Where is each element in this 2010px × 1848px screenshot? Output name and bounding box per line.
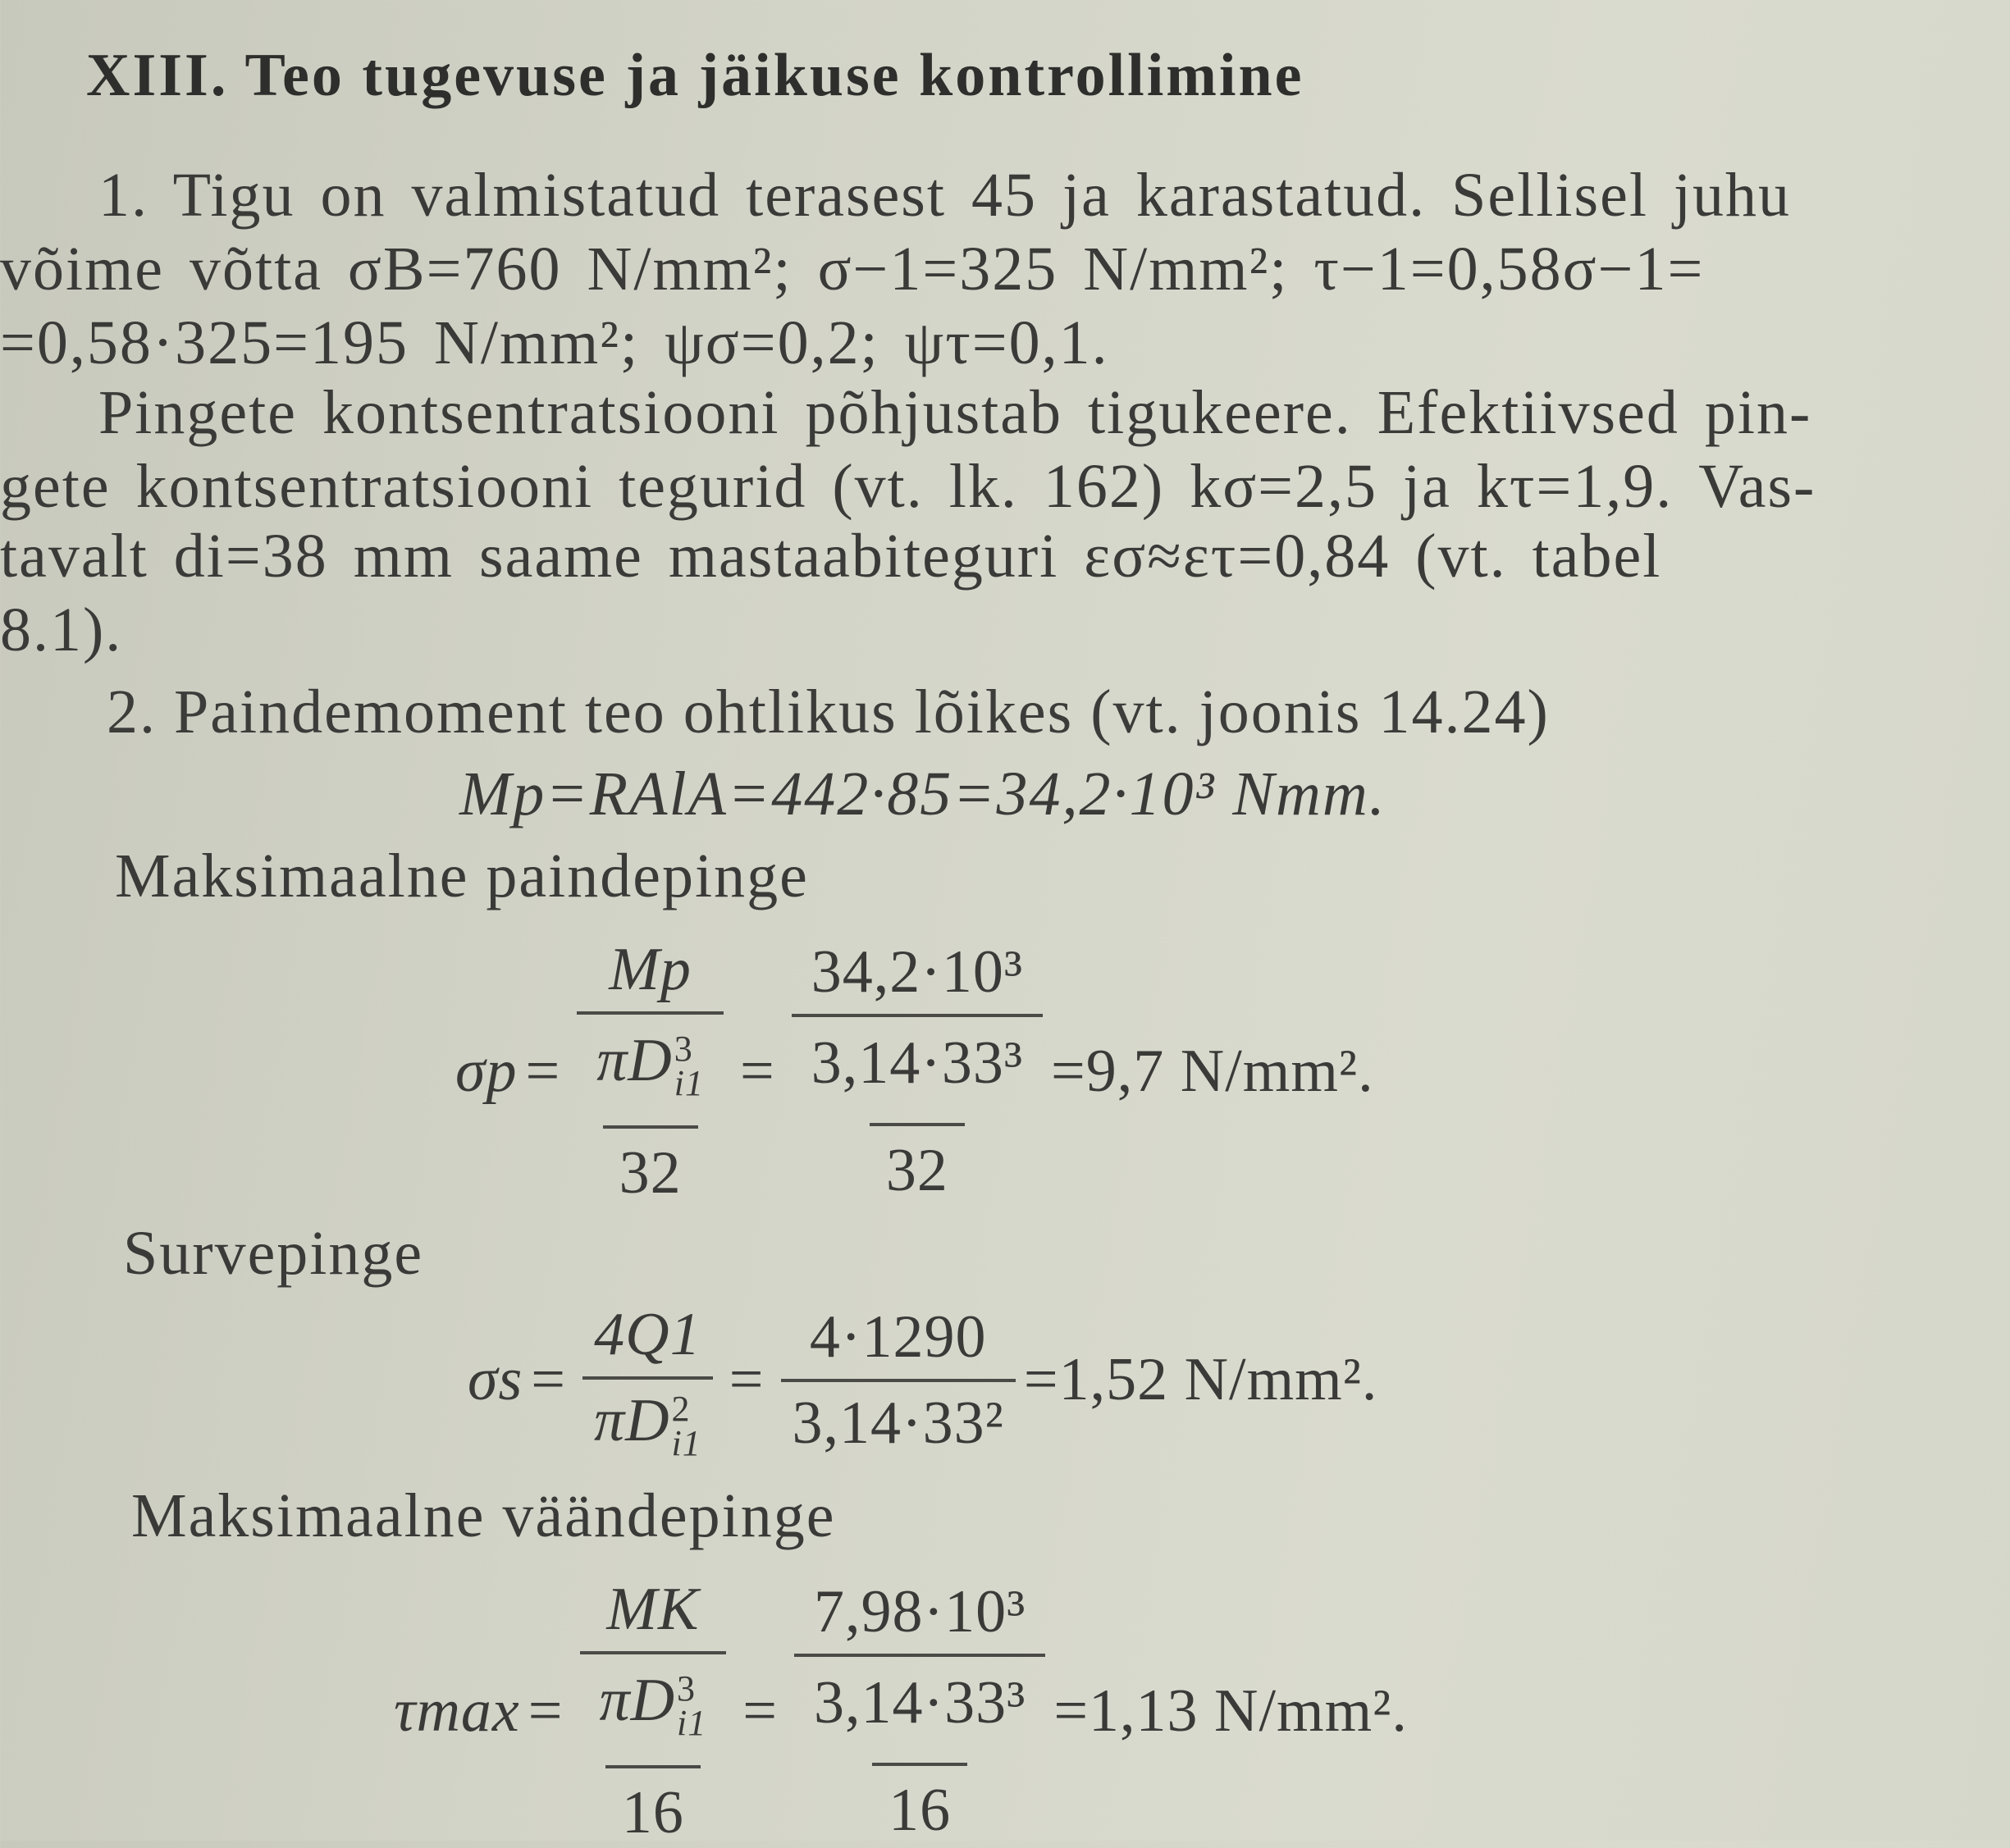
bending-lhs: σp (455, 1037, 518, 1105)
bending-num-sym: Mp (609, 936, 692, 1003)
compressive-symbolic-fraction (582, 1300, 713, 1464)
equals-sign: = (742, 1677, 778, 1745)
torsion-lhs: τmax (394, 1677, 520, 1745)
torsion-label: Maksimaalne väändepinge (131, 1481, 836, 1550)
bending-stress-formula (455, 935, 1374, 1208)
torsion-den-divisor: 16 (605, 1765, 701, 1848)
equals-sign: = (531, 1346, 567, 1414)
compressive-result: =1,52 N/mm². (1023, 1346, 1378, 1414)
compressive-numeric-fraction (781, 1303, 1016, 1458)
bending-den-base: πD (596, 1027, 673, 1094)
torsion-den-base: πD (599, 1667, 676, 1734)
bending-den-sub: i1 (674, 1063, 704, 1104)
equals-sign: = (739, 1037, 775, 1105)
compressive-den-base: πD (594, 1387, 670, 1454)
para1-line3: =0,58·325=195 N/mm²; ψσ=0,2; ψτ=0,1. (0, 308, 1109, 377)
torsion-num-sym: MK (606, 1576, 700, 1643)
para1-line1: 1. Tigu on valmistatud terasest 45 ja karastatud. Sellisel juhu (98, 161, 1792, 230)
para2-line3: tavalt di=38 mm saame mastaabiteguri εσ≈ετ=0,84 (vt. tabel (0, 522, 1662, 591)
bending-den-val: 3,14·33³ (811, 1029, 1024, 1097)
torsion-den-sub: i1 (677, 1703, 707, 1744)
compressive-den-sub: i1 (671, 1423, 701, 1464)
bending-den-sym (577, 1011, 724, 1208)
bending-den-sup: 3 (674, 1029, 693, 1070)
equals-sign: = (528, 1677, 564, 1745)
bending-numeric-fraction (792, 938, 1043, 1206)
compressive-num-sym: 4Q1 (594, 1301, 701, 1368)
bending-label: Maksimaalne paindepinge (115, 842, 809, 910)
torsion-stress-formula (394, 1575, 1408, 1848)
bending-result: =9,7 N/mm². (1051, 1037, 1374, 1105)
para2-line2: gete kontsentratsiooni tegurid (vt. lk. 162) kσ=2,5 ja kτ=1,9. Vas- (0, 452, 1816, 521)
bending-den-divisor: 32 (603, 1125, 698, 1208)
torsion-num-val: 7,98·10³ (814, 1577, 1026, 1645)
compressive-label: Survepinge (123, 1219, 424, 1288)
bending-num-val: 34,2·10³ (811, 938, 1024, 1006)
moment-formula: Mp=RAlA=442·85=34,2·10³ Nmm. (459, 760, 1386, 828)
torsion-den-val-divisor: 16 (872, 1763, 967, 1846)
step2-heading: 2. Paindemoment teo ohtlikus lõikes (vt. joonis 14.24) (107, 678, 1550, 746)
compressive-lhs: σs (468, 1346, 523, 1414)
bending-den-val-divisor: 32 (870, 1123, 965, 1206)
para2-line1: Pingete kontsentratsiooni põhjustab tigukeere. Efektiivsed pin- (98, 378, 1812, 447)
torsion-result: =1,13 N/mm². (1053, 1677, 1408, 1745)
torsion-symbolic-fraction (580, 1575, 727, 1848)
equals-sign: = (525, 1037, 561, 1105)
para2-line4: 8.1). (0, 595, 123, 664)
torsion-den-sup: 3 (677, 1668, 697, 1709)
torsion-numeric-fraction (794, 1577, 1045, 1846)
compressive-den-val: 3,14·33² (781, 1379, 1016, 1458)
compressive-stress-formula (468, 1300, 1378, 1464)
chapter-title: XIII. Teo tugevuse ja jäikuse kontrollimine (86, 42, 1304, 109)
bending-symbolic-fraction (577, 935, 724, 1208)
para1-line2: võime võtta σB=760 N/mm²; σ−1=325 N/mm²; τ−1=0,58σ−1= (0, 235, 1705, 303)
equals-sign: = (729, 1346, 765, 1414)
compressive-num-val: 4·1290 (809, 1303, 987, 1371)
compressive-den-sup: 2 (671, 1389, 691, 1430)
torsion-den-val: 3,14·33³ (814, 1668, 1026, 1736)
